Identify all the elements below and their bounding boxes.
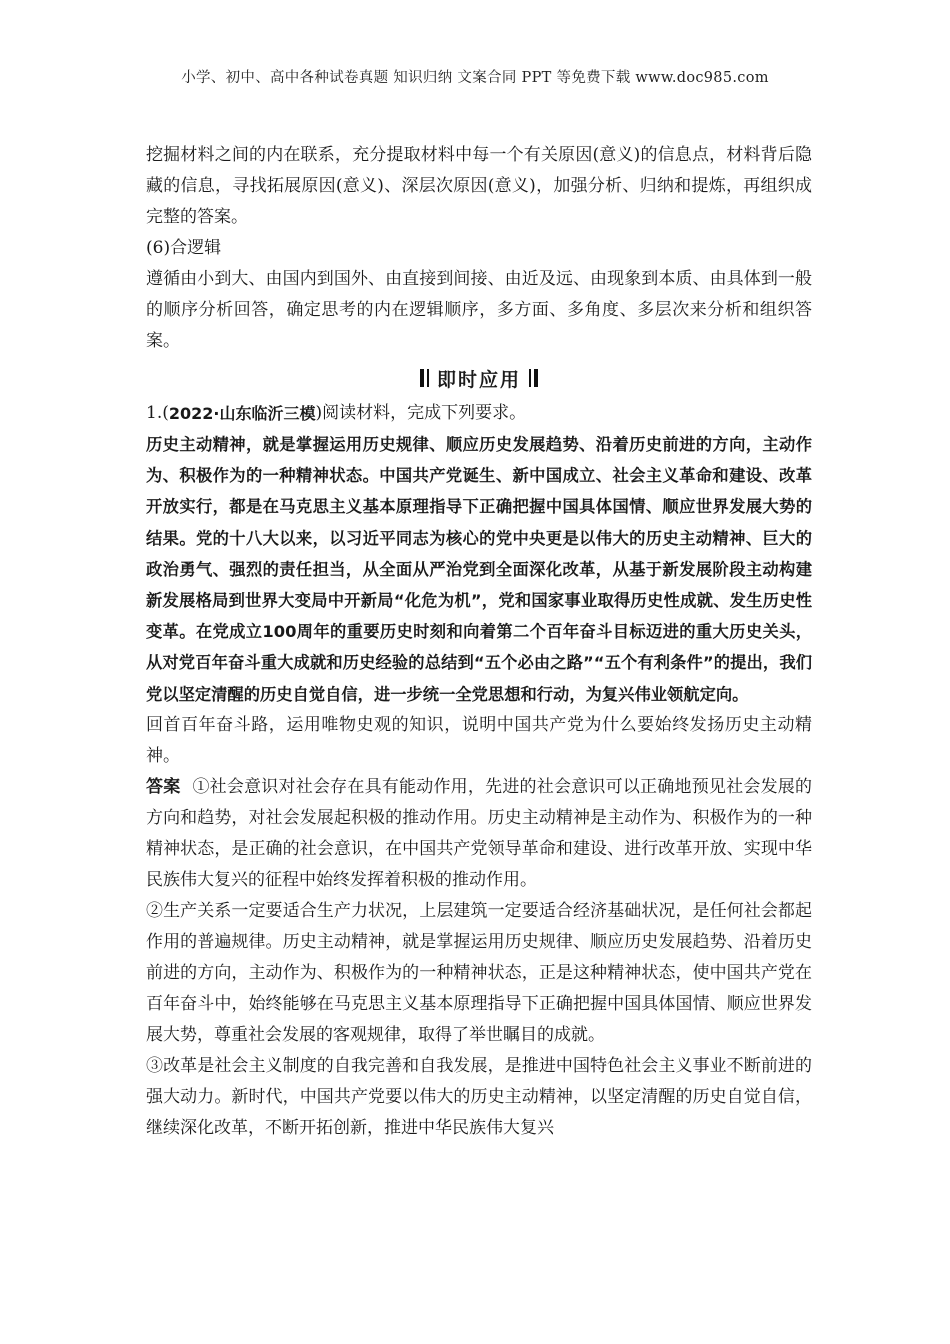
section-heading-logic: (6)合逻辑: [146, 238, 222, 258]
answer-item-1-text: ①社会意识对社会存在具有能动作用，先进的社会意识可以正确地预见社会发展的方向和趋势，对社会发展起积极的推动作用。历史主动精神是主动作为、积极作为的一种精神状态，是正确的社会意识，在中国共产党领导革命和建设、进行改革开放、实现中华民族伟大复兴的征程中始终发挥着积极的推动作用。: [146, 776, 813, 890]
question-number: 1.(: [146, 403, 169, 423]
banner-bar-icon: [534, 369, 538, 387]
banner-title: 即时应用: [436, 368, 521, 391]
banner-bar-icon: [529, 369, 531, 387]
question-instruction: )阅读材料，完成下列要求。: [315, 403, 527, 423]
document-body: [146, 140, 812, 1144]
question-source: 2022·山东临沂三模: [168, 404, 316, 423]
question-prompt: 回首百年奋斗路，运用唯物史观的知识，说明中国共产党为什么要始终发扬历史主动精神。: [146, 714, 812, 766]
answer-label: 答案: [146, 776, 181, 797]
answer-item-2: ②生产关系一定要适合生产力状况，上层建筑一定要适合经济基础状况，是任何社会都起作用的普遍规律。历史主动精神，就是掌握运用历史规律、顺应历史发展趋势、沿着历史前进的方向，主动作为、积极作为的一种精神状态，正是这种精神状态，使中国共产党在百年奋斗中，始终能够在马克思主义基本原理指导下正确把握中国具体国情、顺应世界发展大势，尊重社会发展的客观规律，取得了举世瞩目的成就。: [146, 900, 812, 1045]
answer-item-1: [146, 772, 812, 896]
banner-bar-icon: [420, 369, 424, 387]
intro-paragraph-2: 遵循由小到大、由国内到国外、由直接到间接、由近及远、由现象到本质、由具体到一般的顺序分析回答，确定思考的内在逻辑顺序，多方面、多角度、多层次来分析和组织答案。: [146, 269, 812, 351]
banner-bar-icon: [427, 369, 429, 387]
material-block: [146, 429, 812, 710]
answer-item-3: ③改革是社会主义制度的自我完善和自我发展，是推进中国特色社会主义事业不断前进的强大动力。新时代，中国共产党要以伟大的历史主动精神，以坚定清醒的历史自觉自信，继续深化改革，不断开拓创新，推进中华民族伟大复兴: [146, 1055, 812, 1138]
section-banner: [146, 361, 812, 395]
question-header: [146, 398, 812, 429]
intro-paragraph-1: 挖掘材料之间的内在联系，充分提取材料中每一个有关原因(意义)的信息点，材料背后隐藏的信息，寻找拓展原因(意义)、深层次原因(意义)，加强分析、归纳和提炼，再组织成完整的答案。: [146, 145, 812, 227]
page-header: 小学、初中、高中各种试卷真题 知识归纳 文案合同 PPT 等免费下载 www.doc985.com: [181, 70, 769, 86]
material-text: 历史主动精神，就是掌握运用历史规律、顺应历史发展趋势、沿着历史前进的方向，主动作为、积极作为的一种精神状态。中国共产党诞生、新中国成立、社会主义革命和建设、改革开放实行，都是在马克思主义基本原理指导下正确把握中国具体国情、顺应世界发展大势的结果。党的十八大以来，以习近平同志为核心的党中央更是以伟大的历史主动精神、巨大的政治勇气、强烈的责任担当，从全面从严治党到全面深化改革，从基于新发展阶段主动构建新发展格局到世界大变局中开新局“化危为机”，党和国家事业取得历史性成就、发生历史性变革。在党成立100周年的重要历史时刻和向着第二个百年奋斗目标迈进的重大历史关头，从对党百年奋斗重大成就和历史经验的总结到“五个必由之路”“五个有利条件”的提出，我们党以坚定清醒的历史自觉自信，进一步统一全党思想和行动，为复兴伟业领航定向。: [146, 435, 812, 704]
